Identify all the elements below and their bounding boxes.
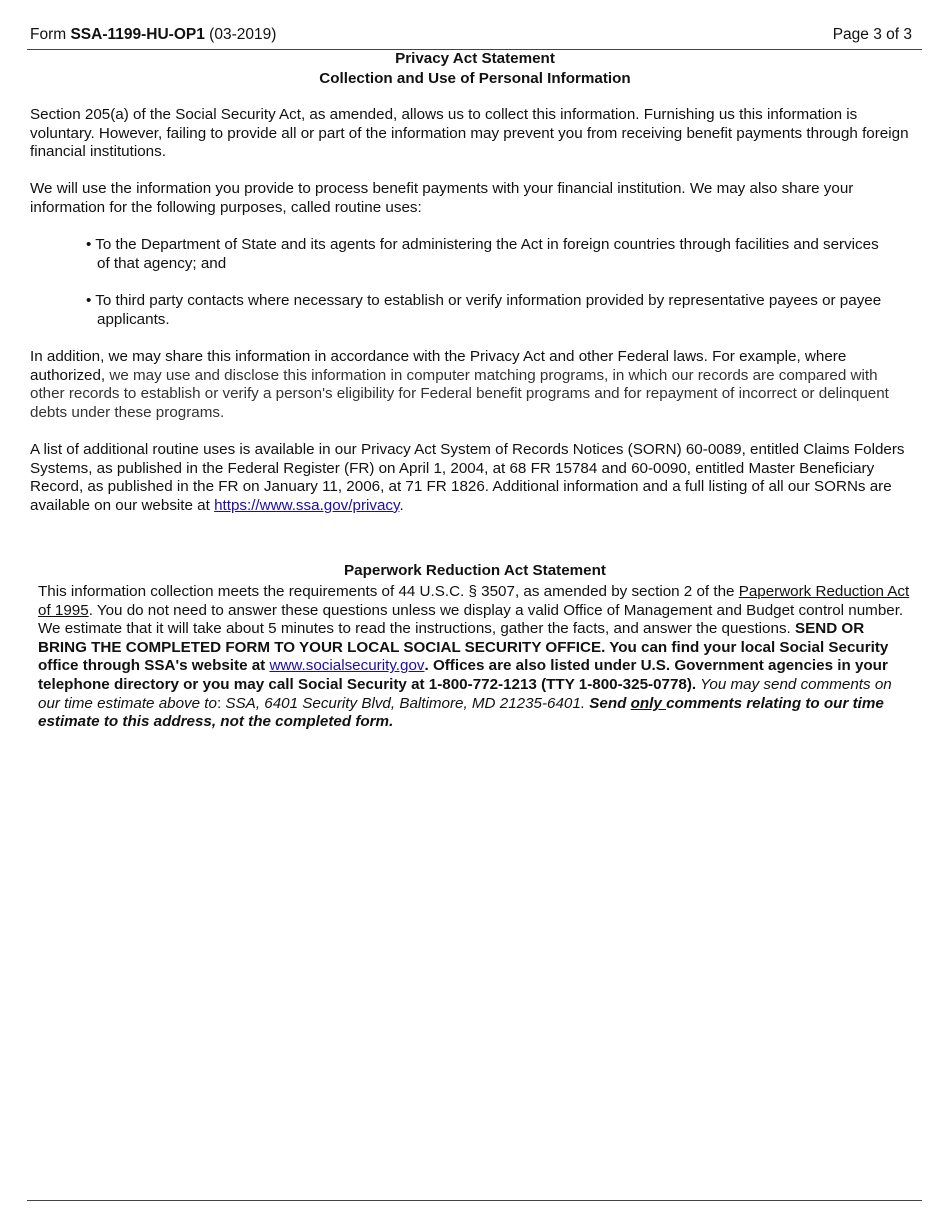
pra-text-2: . You do not need to answer these questions unless we display a valid Office of Management and Budget control number. We estimate that it will take about 5 minutes to read the instructions, gather the facts, and answer the questions. xyxy=(38,601,904,638)
pra-instructions-bold: SEND OR BRING THE COMPLETED FORM TO YOUR LOCAL SOCIAL SECURITY OFFICE. You can find your local Social Security office through SSA's website at xyxy=(38,620,889,675)
form-identifier xyxy=(30,26,276,44)
pra-send-only: only xyxy=(630,694,667,712)
pra-comments-italic: You may send comments on our time estimate above to xyxy=(38,675,892,712)
socialsecurity-link[interactable]: www.socialsecurity.gov xyxy=(269,657,425,675)
pra-send-a: Send xyxy=(585,694,631,712)
privacy-link[interactable]: https://www.ssa.gov/privacy xyxy=(214,496,400,514)
privacy-paragraph-sharing xyxy=(30,348,915,422)
privacy-act-subtitle: Collection and Use of Personal Information xyxy=(319,70,631,87)
routine-use-item: • To the Department of State and its agents for administering the Act in foreign countries through facilities and services of that agency; and xyxy=(86,236,879,272)
page-header xyxy=(30,26,912,48)
paperwork-paragraph xyxy=(38,583,910,732)
pra-colon: : xyxy=(216,694,226,712)
form-number: SSA-1199-HU-OP1 xyxy=(70,26,205,43)
pra-address-a: SSA xyxy=(225,694,256,712)
pra-act-reference: Paperwork Reduction Act of 1995 xyxy=(38,583,910,619)
pra-text-1: This information collection meets the requirements of 44 U.S.C. § 3507, as amended by section 2 of the xyxy=(38,583,739,600)
privacy-paragraph-sorn xyxy=(30,441,915,515)
page-number: Page 3 of 3 xyxy=(832,26,912,43)
sharing-text-b: we may use and disclose this information in computer matching programs, in which our records are compared with other records to establish or verify a person's eligibility for Federal benefit programs and for repayment of incorrect or delinquent debts under these programs. xyxy=(30,366,889,421)
sorn-end: . xyxy=(399,496,404,514)
paperwork-act-title: Paperwork Reduction Act Statement xyxy=(344,562,606,579)
privacy-paragraph-uses: We will use the information you provide to process benefit payments with your financial institution. We may also share your information for the following purposes, called routine uses: xyxy=(30,180,854,216)
pra-send-b: comments relating to our time estimate to this address, not the completed form. xyxy=(38,694,884,731)
form-prefix: Form xyxy=(30,26,71,43)
sharing-text-a: In addition, we may share this information in accordance with the Privacy Act and other Federal laws. For example, where authorized, xyxy=(30,348,847,384)
form-date: (03-2019) xyxy=(204,26,277,43)
routine-use-item: • To third party contacts where necessary to establish or verify information provided by representative payees or payee applicants. xyxy=(86,292,882,328)
privacy-act-title: Privacy Act Statement xyxy=(395,50,555,67)
sorn-text: A list of additional routine uses is available in our Privacy Act System of Records Notices (SORN) 60-0089, entitled Claims Folders Systems, as published in the Federal Register (FR) on April 1, 2004, at 68 FR 15784 and 60-0090, entitled Master Beneficiary Record, as published in the FR on January 11, 2006, at 71 FR 1826. Additional information and a full listing of all our SORNs are available on our website at xyxy=(30,441,905,514)
pra-address-b: , 6401 Security Blvd, Baltimore, MD 21235-6401. xyxy=(255,694,586,712)
privacy-paragraph-authority: Section 205(a) of the Social Security Act, as amended, allows us to collect this information. Furnishing us this information is voluntary. However, failing to provide all or part of the information may prevent you from receiving benefit payments through foreign financial institutions. xyxy=(30,106,909,161)
footer-divider xyxy=(27,1200,922,1201)
pra-offices-bold: . Offices are also listed under U.S. Government agencies in your telephone directory or you may call Social Security at 1-800-772-1213 (TTY 1-800-325-0778). xyxy=(38,657,888,693)
